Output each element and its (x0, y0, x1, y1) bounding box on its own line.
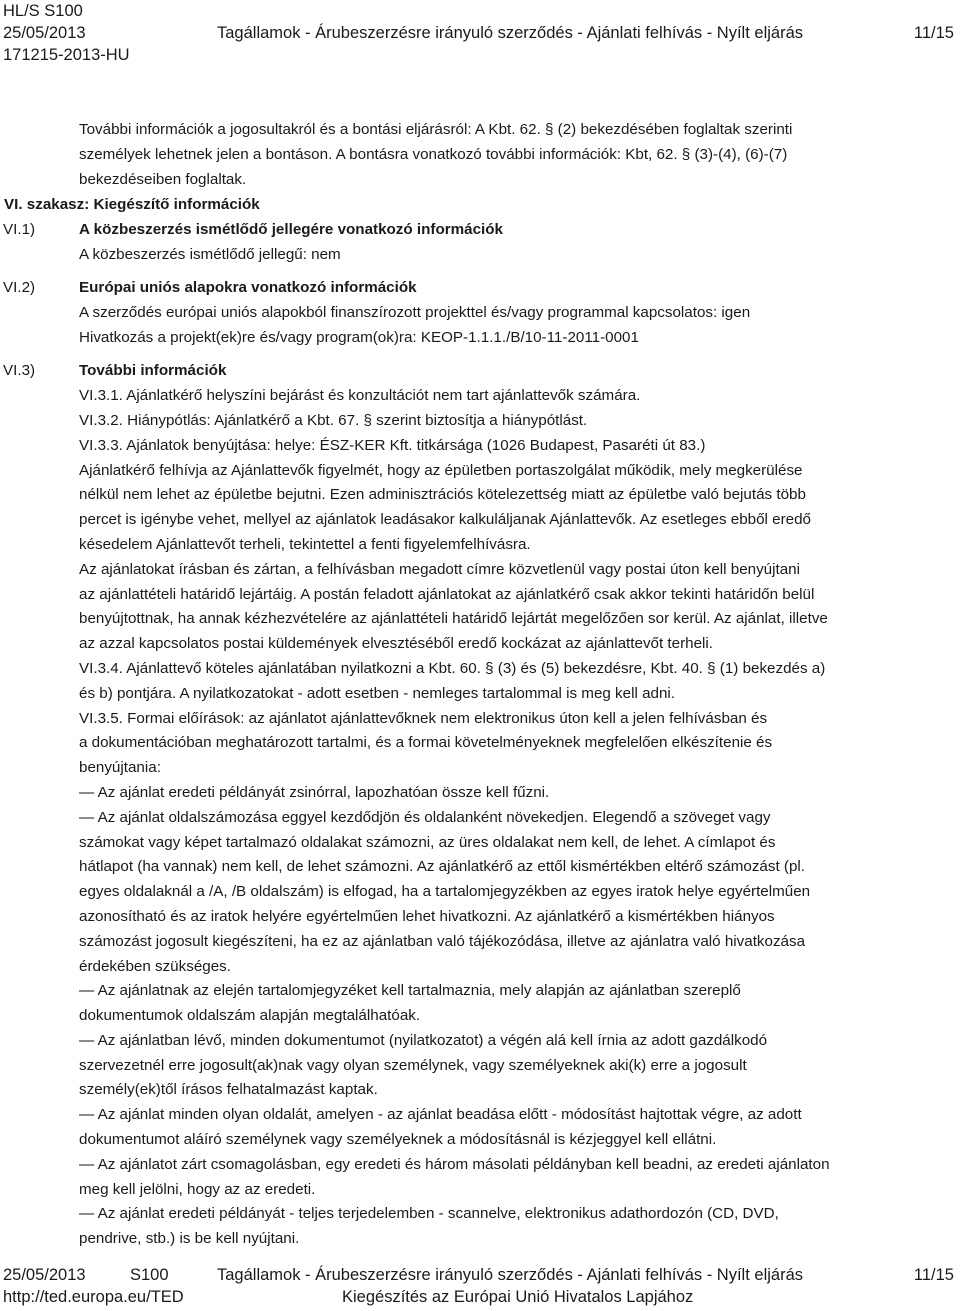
text-line: — Az ajánlat eredeti példányát zsinórral, lapozhatóan össze kell fűzni. (79, 783, 550, 801)
header-title: Tagállamok - Árubeszerzésre irányuló szerződés - Ajánlati felhívás - Nyílt eljárás (217, 24, 803, 42)
section-vi3 (0, 359, 960, 1252)
text-line: egyes oldalaknál a /A, /B oldalszám) is elfogad, ha a tartalomjegyzékben az egyes iratok helye egyértelműen (79, 883, 811, 901)
text-line: benyújtania: (79, 759, 161, 777)
text-line: — Az ajánlat eredeti példányát - teljes terjedelemben - scannelve, elektronikus adathordozón (CD, DVD, (79, 1205, 779, 1223)
text-line: percet is igénybe vehet, mellyel az ajánlatok leadásakor kalkuláljanak Ajánlattevők. Az esetleges ebből eredő (79, 511, 811, 529)
section-vi2 (0, 276, 960, 350)
text-line: hátlapot (ha vannak) nem kell, de lehet számozni. Az ajánlatkérő az ettől kismértékben eltérő számozást (pl. (79, 858, 805, 876)
section-body (79, 384, 960, 1252)
text-line: VI.3.2. Hiánypótlás: Ajánlatkérő a Kbt. 67. § szerint biztosítja a hiánypótlást. (79, 411, 588, 429)
text-line: — Az ajánlatnak az elején tartalomjegyzéket kell tartalmaznia, mely alapján az ajánlatban szereplő (79, 982, 741, 1000)
section-number: VI.2) (3, 279, 36, 297)
header-page-number: 11/15 (913, 24, 954, 42)
footer-page-number: 11/15 (913, 1266, 954, 1284)
text-line: azonosítható és az iratok helyére egyértelműen lehet hivatkozni. Az ajánlatkérő a kismértékben hiányos (79, 907, 775, 925)
text-line: dokumentumot aláíró személynek vagy személyeknek a módosításnál is kézjeggyel kell ellátni. (79, 1131, 717, 1149)
text-line: VI.3.1. Ajánlatkérő helyszíni bejárást és konzultációt nem tart ajánlattevők számára. (79, 387, 641, 405)
intro-paragraph (0, 118, 960, 192)
text-line: A közbeszerzés ismétlődő jellegű: nem (79, 246, 341, 264)
text-line: számokat vagy képet tartalmazó oldalakat számozni, az üres oldalakat nem kell, de lehet. A címlapot és (79, 833, 776, 851)
section-heading: A közbeszerzés ismétlődő jellegére vonatkozó információk (79, 221, 503, 239)
text-line: — Az ajánlat oldalszámozása eggyel kezdődjön és oldalanként növekedjen. Elegendő a szöveget vagy (79, 808, 771, 826)
text-line: A szerződés európai uniós alapokból finanszírozott projekttel és/vagy programmal kapcsolatos: igen (79, 304, 751, 322)
section-vi1 (0, 218, 960, 268)
text-line: pendrive, stb.) is be kell nyújtani. (79, 1230, 300, 1248)
section-heading: Európai uniós alapokra vonatkozó információk (79, 279, 417, 297)
text-line: az ajánlattételi határidő lejártáig. A postán feladott ajánlatokat az ajánlatkérő csak akkor tekinti határidőn belül (79, 585, 815, 603)
text-line: VI.3.4. Ajánlattevő köteles ajánlatában nyilatkozni a Kbt. 60. § (3) és (5) bekezdésre, Kbt. 40. § (1) bekezdés a) (79, 659, 826, 677)
section-number: VI.1) (3, 221, 36, 239)
text-line: VI.3.5. Formai előírások: az ajánlatot ajánlattevőknek nem elektronikus úton kell a jelen felhívásban és (79, 709, 768, 727)
text-line: meg kell jelölni, hogy az az eredeti. (79, 1180, 316, 1198)
text-line: Hivatkozás a projekt(ek)re és/vagy program(ok)ra: KEOP-1.1.1./B/10-11-2011-0001 (79, 329, 639, 347)
footer-url[interactable]: http://ted.europa.eu/TED (3, 1288, 184, 1306)
text-line: személy(ek)től írásos felhatalmazást kaptak. (79, 1081, 378, 1099)
section-number: VI.3) (3, 362, 36, 380)
header-notice-number: 171215-2013-HU (3, 46, 130, 64)
header-date: 25/05/2013 (3, 24, 86, 42)
text-line: benyújtottnak, ha annak kézhezvételére az ajánlattételi határidő lejártát megelőzően sor kerül. Az ajánlat, illetve (79, 610, 828, 628)
page-header (0, 0, 960, 66)
text-line: személyek lehetnek jelen a bontáson. A bontásra vonatkozó további információk: Kbt, 62. § (3)-(4), (6)-(7) (79, 145, 788, 163)
footer-series: S100 (130, 1266, 169, 1284)
section-heading: További információk (79, 362, 227, 380)
header-doc-id: HL/S S100 (3, 2, 83, 20)
text-line: Az ajánlatokat írásban és zártan, a felhívásban megadott címre közvetlenül vagy postai úton kell benyújtani (79, 560, 800, 578)
footer-date: 25/05/2013 (3, 1266, 86, 1284)
text-line: késedelem Ajánlattevőt terheli, tekintettel a fenti figyelemfelhívásra. (79, 535, 531, 553)
text-line: nélkül nem lehet az épületbe bejutni. Ezen adminisztrációs kötelezettség miatt az épületbe való bejutás több (79, 486, 806, 504)
page-footer (0, 1264, 960, 1308)
text-line: — Az ajánlat minden olyan oldalát, amelyen - az ajánlat beadása előtt - módosítást hajtottak végre, az adott (79, 1106, 802, 1124)
text-line: érdekében szükséges. (79, 957, 231, 975)
text-line: az azzal kapcsolatos postai küldemények elvesztéséből eredő kockázat az ajánlattevőt terheli. (79, 635, 714, 653)
text-line: Ajánlatkérő felhívja az Ajánlattevők figyelmét, hogy az épületben portaszolgálat működik, mely megkerülése (79, 461, 803, 479)
text-line: számozást jogosult kiegészíteni, ha ez az ajánlatban való tájékozódása, illetve az ajánlatra való hivatkozása (79, 932, 806, 950)
section-title: VI. szakasz: Kiegészítő információk (4, 196, 260, 214)
text-line: és b) pontjára. A nyilatkozatokat - adott esetben - nemleges tartalommal is meg kell adni. (79, 684, 675, 702)
footer-title: Tagállamok - Árubeszerzésre irányuló szerződés - Ajánlati felhívás - Nyílt eljárás (217, 1266, 803, 1284)
footer-publication: Kiegészítés az Európai Unió Hivatalos Lapjához (342, 1288, 694, 1306)
text-line: — Az ajánlatot zárt csomagolásban, egy eredeti és három másolati példányban kell beadni, az eredeti ajánlaton (79, 1155, 830, 1173)
text-line: bekezdéseiben foglaltak. (79, 170, 247, 188)
text-line: szervezetnél erre jogosult(ak)nak vagy olyan személynek, vagy személyeknek aki(k) erre a jogosult (79, 1056, 747, 1074)
text-line: a dokumentációban meghatározott tartalmi, és a formai követelményeknek megfelelően elkészítenie és (79, 734, 773, 752)
text-line: — Az ajánlatban lévő, minden dokumentumot (nyilatkozatot) a végén alá kell írnia az adott gazdálkodó (79, 1031, 768, 1049)
text-line: További információk a jogosultakról és a bontási eljárásról: A Kbt. 62. § (2) bekezdésében foglaltak szerinti (79, 121, 793, 138)
text-line: VI.3.3. Ajánlatok benyújtása: helye: ÉSZ-KER Kft. titkársága (1026 Budapest, Pasaréti út 83.) (79, 436, 706, 454)
document-body (0, 118, 960, 1252)
text-line: dokumentumok oldalszám alapján megtalálhatóak. (79, 1007, 421, 1025)
